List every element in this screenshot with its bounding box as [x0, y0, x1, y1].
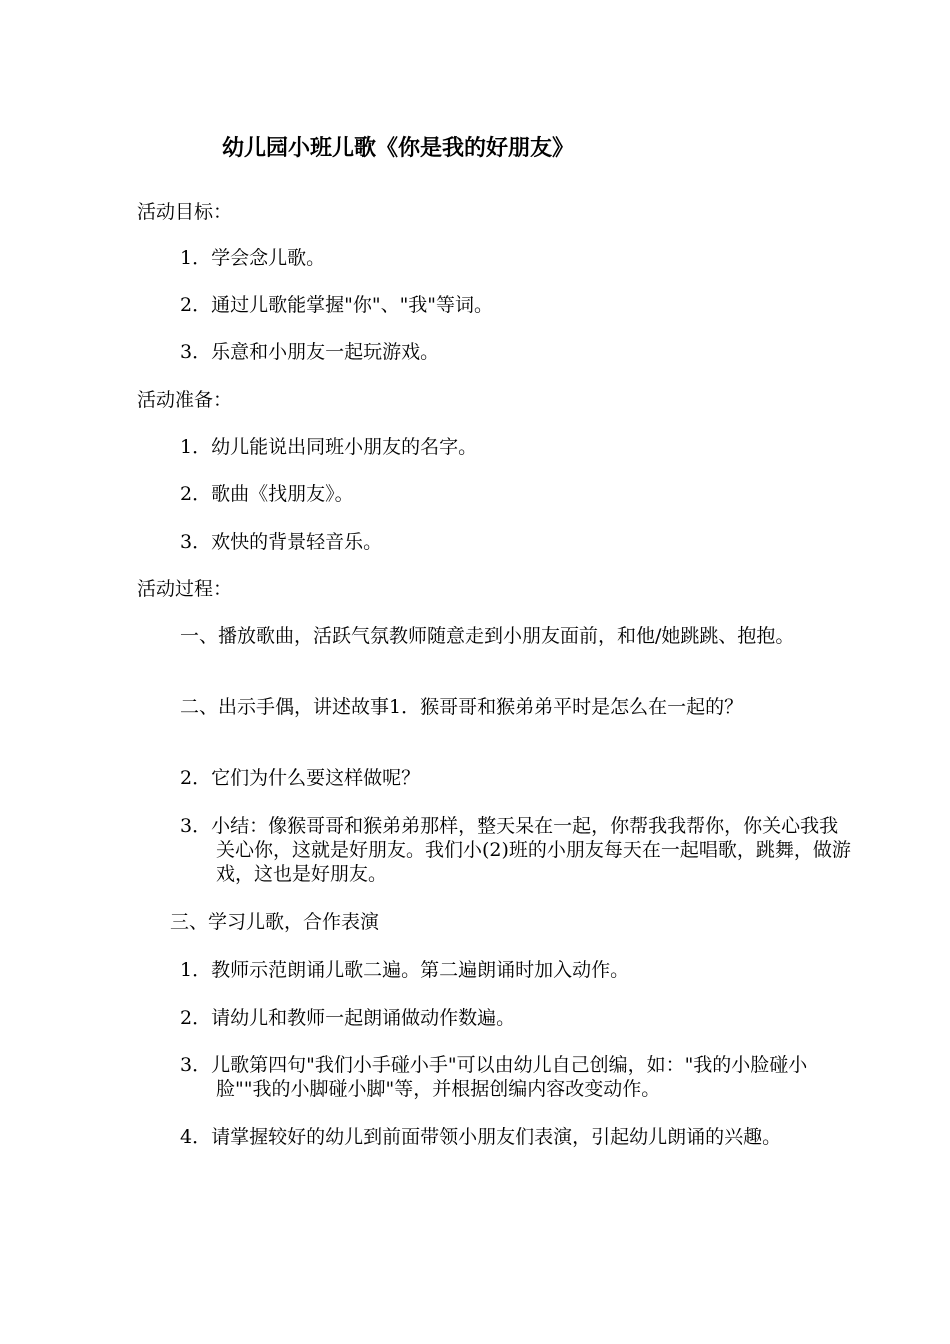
prep-heading: 活动准备：	[137, 389, 233, 411]
goals-heading: 活动目标：	[137, 201, 233, 223]
goal-item-2: 2．通过儿歌能掌握"你"、"我"等词。	[180, 294, 494, 316]
prep-item-1: 1．幼儿能说出同班小朋友的名字。	[180, 436, 478, 458]
step3-item-3: 3．儿歌第四句"我们小手碰小手"可以由幼儿自己创编，如："我的小脸碰小脸""我的小脚碰小脚"等，并根据创编内容改变动作。	[180, 1054, 808, 1100]
document-title: 幼儿园小班儿歌《你是我的好朋友》	[222, 135, 575, 161]
prep-item-2: 2．歌曲《找朋友》。	[180, 483, 354, 505]
prep-item-3: 3．欢快的背景轻音乐。	[180, 531, 383, 553]
process-step-2-summary: 3．小结：像猴哥哥和猴弟弟那样，整天呆在一起，你帮我我帮你，你关心我我关心你，这就是好朋友。我们小(2)班的小朋友每天在一起唱歌，跳舞，做游戏，这也是好朋友。	[180, 815, 851, 885]
goal-item-1: 1．学会念儿歌。	[180, 247, 326, 269]
process-step-2: 二、出示手偶，讲述故事1．猴哥哥和猴弟弟平时是怎么在一起的？	[180, 696, 744, 718]
step3-item-1: 1．教师示范朗诵儿歌二遍。第二遍朗诵时加入动作。	[180, 959, 630, 981]
process-heading: 活动过程：	[137, 578, 233, 600]
process-step-3: 三、学习儿歌，合作表演	[170, 911, 380, 933]
process-step-1: 一、播放歌曲，活跃气氛教师随意走到小朋友面前，和他/她跳跳、抱抱。	[180, 625, 795, 647]
step3-item-4: 4．请掌握较好的幼儿到前面带领小朋友们表演，引起幼儿朗诵的兴趣。	[180, 1126, 782, 1148]
process-step-2-question-2: 2．它们为什么要这样做呢？	[180, 767, 421, 789]
step3-item-2: 2．请幼儿和教师一起朗诵做动作数遍。	[180, 1007, 516, 1029]
goal-item-3: 3．乐意和小朋友一起玩游戏。	[180, 341, 440, 363]
